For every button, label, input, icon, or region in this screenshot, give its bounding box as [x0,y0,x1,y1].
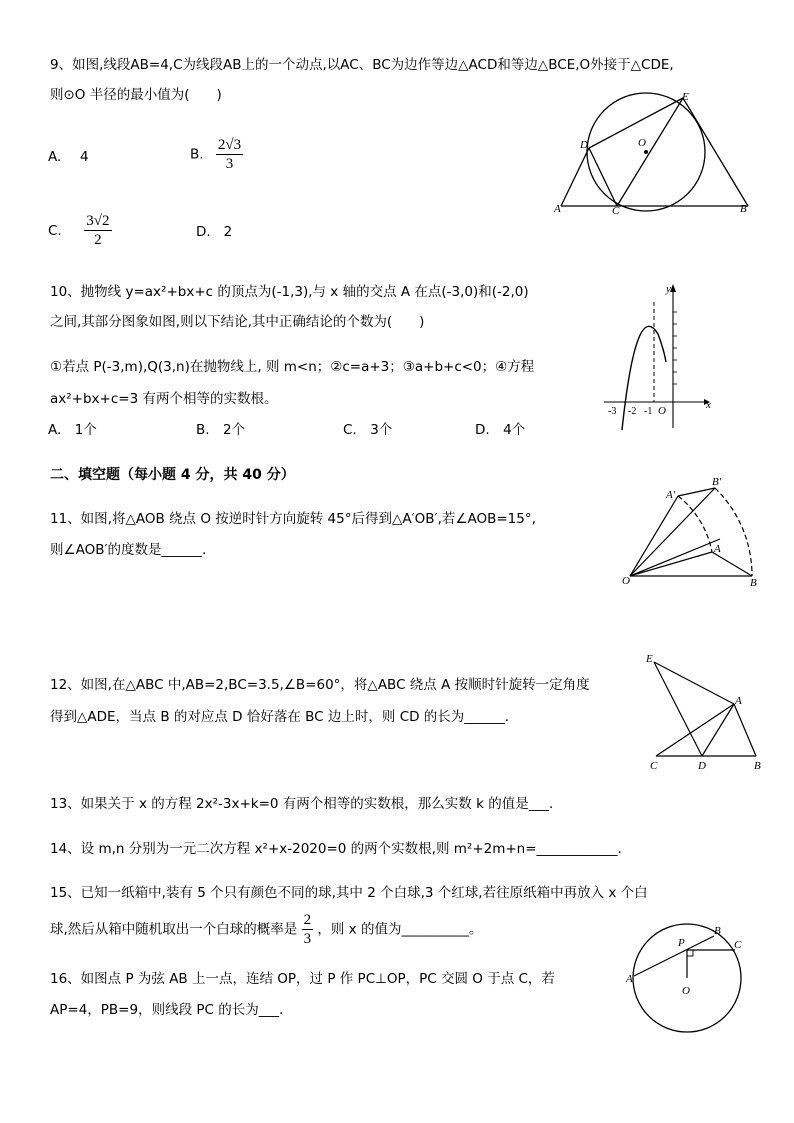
q10-label-y: y [666,283,671,295]
q12-line2: 得到△ADE，当点 B 的对应点 D 恰好落在 BC 边上时，则 CD 的长为______. [50,709,510,725]
q10-figure [600,282,720,432]
q10-option-d: D. 4个 [475,422,526,438]
q9-option-b: B. $\frac{2√3}{3}$ [190,137,242,172]
q10-line1: 10、抛物线 y=ax²+bx+c 的顶点为(-1,3),与 x 轴的交点 A 在点(-3,0)和(-2,0) [50,284,529,300]
q14-line1: 14、设 m,n 分别为一元二次方程 x²+x-2020=0 的两个实数根,则 m²+2m+n=____________. [50,841,622,857]
q11-label-a: A [714,543,721,555]
q11-line2: 则∠AOB′的度数是______. [50,542,207,558]
q16-label-o: O [682,985,690,997]
q9-segment-de [589,98,683,148]
q13-line1: 13、如果关于 x 的方程 2x²-3x+k=0 有两个相等的实数根，那么实数 k 的值是___. [50,796,554,812]
q15-probability-fraction: $\frac{2}{3}$ [303,912,312,947]
q10-y-ticks [673,312,677,384]
q12-figure [642,648,772,773]
q9-label-e: E [682,91,689,103]
q10-label-x: x [706,399,711,411]
q10-tick-neg1: -1 [644,406,653,417]
q9-label-b: B [740,203,747,215]
q11-label-b: B [750,577,757,589]
q16-line2: AP=4，PB=9，则线段 PC 的长为___. [50,1002,284,1018]
q15-line1: 15、已知一纸箱中,装有 5 个只有颜色不同的球,其中 2 个白球,3 个红球,若往原纸箱中再放入 x 个白 [50,885,648,901]
q12-label-d: D [698,760,706,772]
q16-label-b: B [714,925,721,937]
q10-line4: ax²+bx+c=3 有两个相等的实数根。 [50,391,278,407]
q9-label-a: A [554,203,561,215]
q9-option-a: A. 4 [48,149,89,165]
section-fill-in-title: 二、填空题（每小题 4 分，共 40 分） [50,467,295,483]
q12-label-b: B [754,760,761,772]
q16-label-a: A [626,973,633,985]
q9-label-c: C [612,205,620,217]
q9-option-d: D. 2 [196,224,233,240]
q11-arc-outer [715,488,752,576]
q15-line2: 球,然后从箱中随机取出一个白球的概率是 $\frac{2}{3}$ ，则 x 的值为__________。 [50,912,483,947]
q10-tick-neg3: -3 [608,406,617,417]
q9-option-b-fraction: $\frac{2√3}{3}$ [217,137,242,172]
q9-line1: 9、如图,线段AB=4,C为线段AB上的一个动点,以AC、BC为边作等边△ACD和等边△BCE,O外接于△CDE, [50,57,674,73]
q11-label-a1: A′ [666,489,676,501]
q11-line1: 11、如图,将△AOB 绕点 O 按逆时针方向旋转 45°后得到△A′OB′,若∠AOB=15°, [50,511,536,527]
q9-line2: 则⊙O 半径的最小值为( ) [50,87,222,103]
q10-line3: ①若点 P(-3,m),Q(3,n)在抛物线上, 则 m<n；②c=a+3；③a+b+c<0；④方程 [50,359,535,375]
q12-line1: 12、如图,在△ABC 中,AB=2,BC=3.5,∠B=60°，将△ABC 绕点 A 按顺时针旋转一定角度 [50,677,590,693]
q11-label-o: O [622,575,630,587]
q12-label-c: C [650,760,658,772]
q9-figure [548,88,763,218]
q9-option-c-fraction: $\frac{3√2}{2}$ [86,213,110,248]
q10-option-c: C. 3个 [343,422,393,438]
q9-label-d: D [580,139,588,151]
q9-triangle-bce [617,98,748,206]
q16-figure [624,922,754,1037]
q12-label-a: A [735,695,742,707]
q10-option-b: B. 2个 [196,422,246,438]
q10-label-o: O [658,405,666,417]
q10-option-a: A. 1个 [48,422,97,438]
q11-label-b1: B′ [712,476,722,488]
q16-label-c: C [734,939,742,951]
q9-option-c: C. $\frac{3√2}{2}$ [48,213,110,248]
q10-tick-neg2: -2 [628,406,637,417]
q9-center-dot [644,150,648,154]
q9-label-o: O [638,137,646,149]
q11-figure [620,474,770,594]
q16-label-p: P [678,937,685,949]
q16-line1: 16、如图点 P 为弦 AB 上一点，连结 OP，过 P 作 PC⊥OP，PC 交圆 O 于点 C，若 [50,971,555,987]
q11-arc-inner [678,496,712,552]
q10-line2: 之间,其部分图象如图,则以下结论,其中正确结论的个数为( ) [50,314,425,330]
q12-label-e: E [646,653,653,665]
